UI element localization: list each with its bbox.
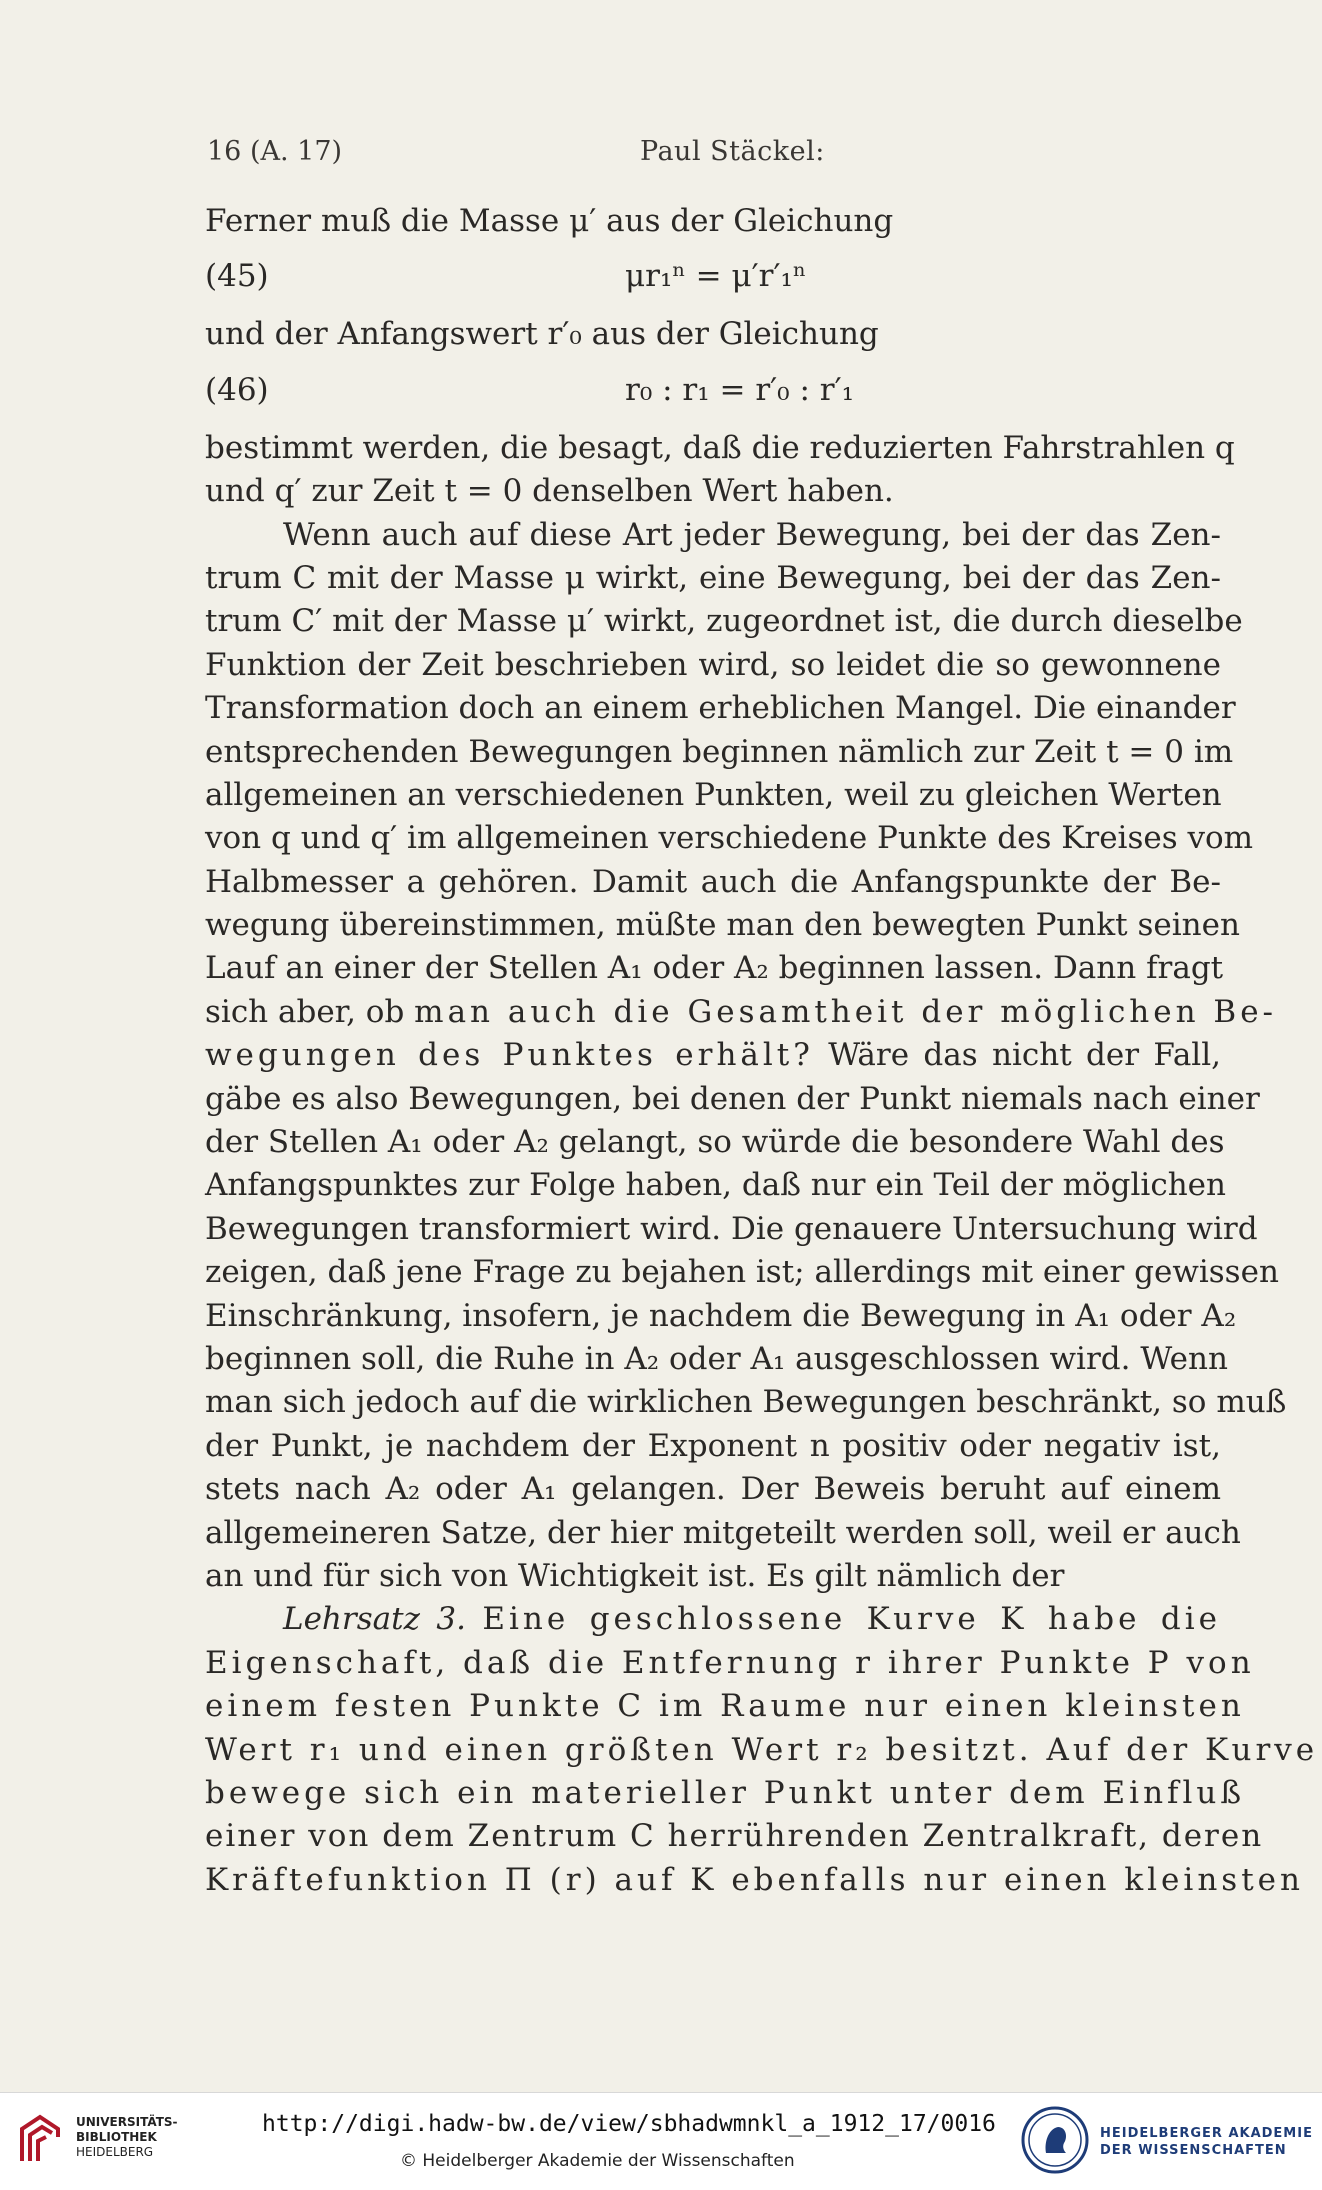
text-line: bestimmt werden, die besagt, daß die reduzierten Fahrstrahlen q <box>205 429 1235 466</box>
text-line: Wert r₁ und einen größten Wert r₂ besitzt. Auf der Kurve <box>205 1731 1319 1768</box>
running-title: Paul Stäckel: <box>640 136 825 167</box>
text-line: Anfangspunktes zur Folge haben, daß nur ein Teil der möglichen <box>205 1167 1226 1204</box>
text-line: der Punkt, je nachdem der Exponent n positiv oder negativ ist, <box>205 1427 1221 1464</box>
ub-line: UNIVERSITÄTS- <box>76 2115 178 2129</box>
spaced-text: wegungen des Punktes erhält? <box>205 1037 814 1074</box>
equation-46 <box>205 357 1221 427</box>
text-line: Ferner muß die Masse μ′ aus der Gleichung <box>205 203 894 239</box>
equation-45 <box>205 243 1221 313</box>
text-line: und der Anfangswert r′₀ aus der Gleichung <box>205 316 879 353</box>
spaced-text: Eine geschlossene Kurve K habe die <box>482 1601 1222 1638</box>
text-line: Funktion der Zeit beschrieben wird, so leidet die so gewonnene <box>205 646 1221 683</box>
ub-line: BIBLIOTHEK <box>76 2130 157 2144</box>
equation-body: μr₁ⁿ = μ′r′₁ⁿ <box>625 258 807 295</box>
text-line: wegung übereinstimmen, müßte man den bewegten Punkt seinen <box>205 907 1240 944</box>
text-line: stets nach A₂ oder A₁ gelangen. Der Beweis beruht auf einem <box>205 1471 1221 1508</box>
ub-line: HEIDELBERG <box>76 2145 154 2159</box>
text-line: Halbmesser a gehören. Damit auch die Anfangspunkte der Be- <box>205 863 1221 900</box>
text-line: Wenn auch auf diese Art jeder Bewegung, bei der das Zen- <box>283 516 1221 553</box>
equation-body: r₀ : r₁ = r′₀ : r′₁ <box>625 371 855 408</box>
text-line: allgemeineren Satze, der hier mitgeteilt werden soll, weil er auch <box>205 1514 1241 1551</box>
text-line: gäbe es also Bewegungen, bei denen der Punkt niemals nach einer <box>205 1080 1260 1117</box>
equation-number: (45) <box>205 258 269 295</box>
academy-line: DER WISSENSCHAFTEN <box>1100 2143 1287 2158</box>
text-line: Einschränkung, insofern, je nachdem die Bewegung in A₁ oder A₂ <box>205 1297 1237 1334</box>
text-line <box>205 1034 1221 1077</box>
academy-name <box>1100 2125 1313 2159</box>
text-line: beginnen soll, die Ruhe in A₂ oder A₁ ausgeschlossen wird. Wenn <box>205 1340 1228 1377</box>
theorem-label: Lehrsatz 3. <box>283 1601 466 1638</box>
text-line: von q und q′ im allgemeinen verschiedene Punkte des Kreises vom <box>205 820 1254 857</box>
copyright-notice: © Heidelberger Akademie der Wissenschaften <box>400 2151 795 2171</box>
text-run: sich aber, ob <box>205 993 405 1030</box>
footer-bar <box>0 2092 1322 2190</box>
text-line: und q′ zur Zeit t = 0 denselben Wert haben. <box>205 473 894 510</box>
text-line: allgemeinen an verschiedenen Punkten, weil zu gleichen Werten <box>205 776 1222 813</box>
text-line: einem festen Punkte C im Raume nur einen kleinsten <box>205 1688 1245 1725</box>
text-line: Transformation doch an einem erheblichen Mangel. Die einander <box>205 690 1236 727</box>
equation-number: (46) <box>205 371 269 408</box>
text-line: der Stellen A₁ oder A₂ gelangt, so würde die besondere Wahl des <box>205 1124 1225 1161</box>
text-line: an und für sich von Wichtigkeit ist. Es gilt nämlich der <box>205 1557 1065 1594</box>
text-line: trum C′ mit der Masse μ′ wirkt, zugeordnet ist, die durch dieselbe <box>205 603 1243 640</box>
text-line: zeigen, daß jene Frage zu bejahen ist; allerdings mit einer gewissen <box>205 1254 1279 1291</box>
text-line: bewege sich ein materieller Punkt unter dem Einfluß <box>205 1774 1246 1811</box>
text-line: trum C mit der Masse μ wirkt, eine Bewegung, bei der das Zen- <box>205 559 1221 596</box>
text-line: Kräftefunktion Π (r) auf K ebenfalls nur einen kleinsten <box>205 1861 1304 1898</box>
university-library-logo-icon <box>14 2111 64 2171</box>
text-line: Eigenschaft, daß die Entfernung r ihrer Punkte P von <box>205 1644 1255 1681</box>
text-line <box>205 1598 1221 1641</box>
text-line: Bewegungen transformiert wird. Die genauere Untersuchung wird <box>205 1210 1258 1247</box>
text-line: man sich jedoch auf die wirklichen Bewegungen beschränkt, so muß <box>205 1384 1287 1421</box>
text-line: entsprechenden Bewegungen beginnen nämlich zur Zeit t = 0 im <box>205 733 1234 770</box>
body-text <box>205 200 1319 1902</box>
page-number: 16 (A. 17) <box>207 136 343 167</box>
text-run: Wäre das nicht der Fall, <box>813 1037 1221 1074</box>
academy-seal-icon <box>1020 2105 1090 2175</box>
academy-line: HEIDELBERGER AKADEMIE <box>1100 2126 1313 2141</box>
university-library-name <box>76 2115 178 2160</box>
text-line: Lauf an einer der Stellen A₁ oder A₂ beginnen lassen. Dann fragt <box>205 950 1224 987</box>
spaced-text: man auch die Gesamtheit der möglichen Be- <box>414 993 1278 1030</box>
text-line <box>205 991 1278 1034</box>
source-url-link[interactable]: http://digi.hadw-bw.de/view/sbhadwmnkl_a_1912_17/0016 <box>262 2111 996 2137</box>
text-line: einer von dem Zentrum C herrührenden Zentralkraft, deren <box>205 1818 1264 1855</box>
